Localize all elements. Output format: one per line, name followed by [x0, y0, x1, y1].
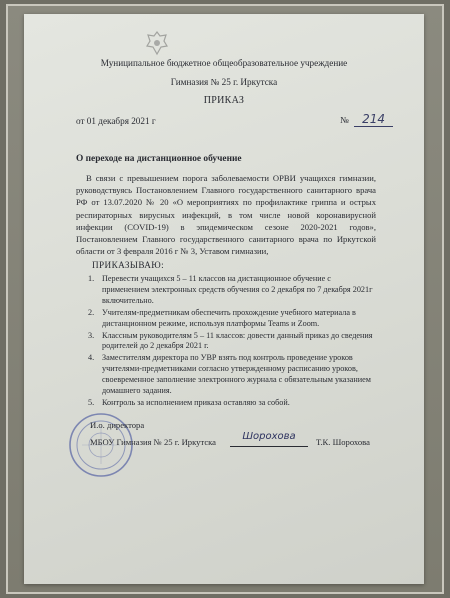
- number-prefix: №: [340, 115, 349, 125]
- list-item: 2. Учителям-предметникам обеспечить прохождение учебного материала в дистанционном режиме, используя платформы Teams и Zoom.: [88, 307, 356, 328]
- list-item: 4. Заместителям директора по УВР взять под контроль проведение уроков учителями-предметниками согласно утвержденному расписанию уроков, своевременное заполнение электронного журнала с обязательным указанием домашнего задания.: [88, 353, 371, 396]
- emblem-icon: [145, 30, 169, 56]
- list-item: 5. Контроль за исполнением приказа оставляю за собой.: [88, 397, 290, 407]
- org-name: Муниципальное бюджетное общеобразовательное учреждение: [100, 58, 348, 68]
- order-number: [340, 112, 393, 126]
- signatory-role: И.о. директора: [90, 420, 145, 430]
- signatory-org: МБОУ Гимназия № 25 г. Иркутска: [90, 437, 216, 447]
- order-items: [88, 274, 378, 410]
- document-sheet: [24, 14, 424, 584]
- signatory-name: Т.К. Шорохова: [316, 437, 370, 447]
- decree-heading: ПРИКАЗЫВАЮ:: [92, 260, 165, 270]
- list-item: 3. Классным руководителям 5 – 11 классов: довести данный приказ до сведения родителей до 2 декабря 2021 г.: [88, 330, 373, 351]
- order-date: от 01 декабря 2021 г: [76, 116, 156, 126]
- handwritten-signature: Шорохова: [230, 428, 308, 447]
- handwritten-number: 214: [354, 112, 393, 127]
- order-subject: О переходе на дистанционное обучение: [76, 154, 242, 164]
- school-name: Гимназия № 25 г. Иркутска: [170, 77, 278, 87]
- list-item: 1. Перевести учащихся 5 – 11 классов на дистанционное обучение с применением электронных средств обучения со 2 декабря по 7 декабря 2021г включительно.: [88, 274, 373, 305]
- document-title: ПРИКАЗ: [203, 95, 245, 106]
- preamble: В связи с превышением порога заболеваемости ОРВИ учащихся гимназии, руководствуясь Постановлением Главного государственного санитарного врача РФ от 13.07.2020 № 20 «О мероприятиях по профилактике гриппа и острых респираторных вирусных инфекций, в том числе новой коронавирусной инфекции (COVID-19) в эпидемическом сезоне 2020-2021 годов», Постановлением Главного государственного санитарного врача по Иркутской области от 3 февраля 2016 г № 3, Уставом гимназии,: [76, 173, 376, 257]
